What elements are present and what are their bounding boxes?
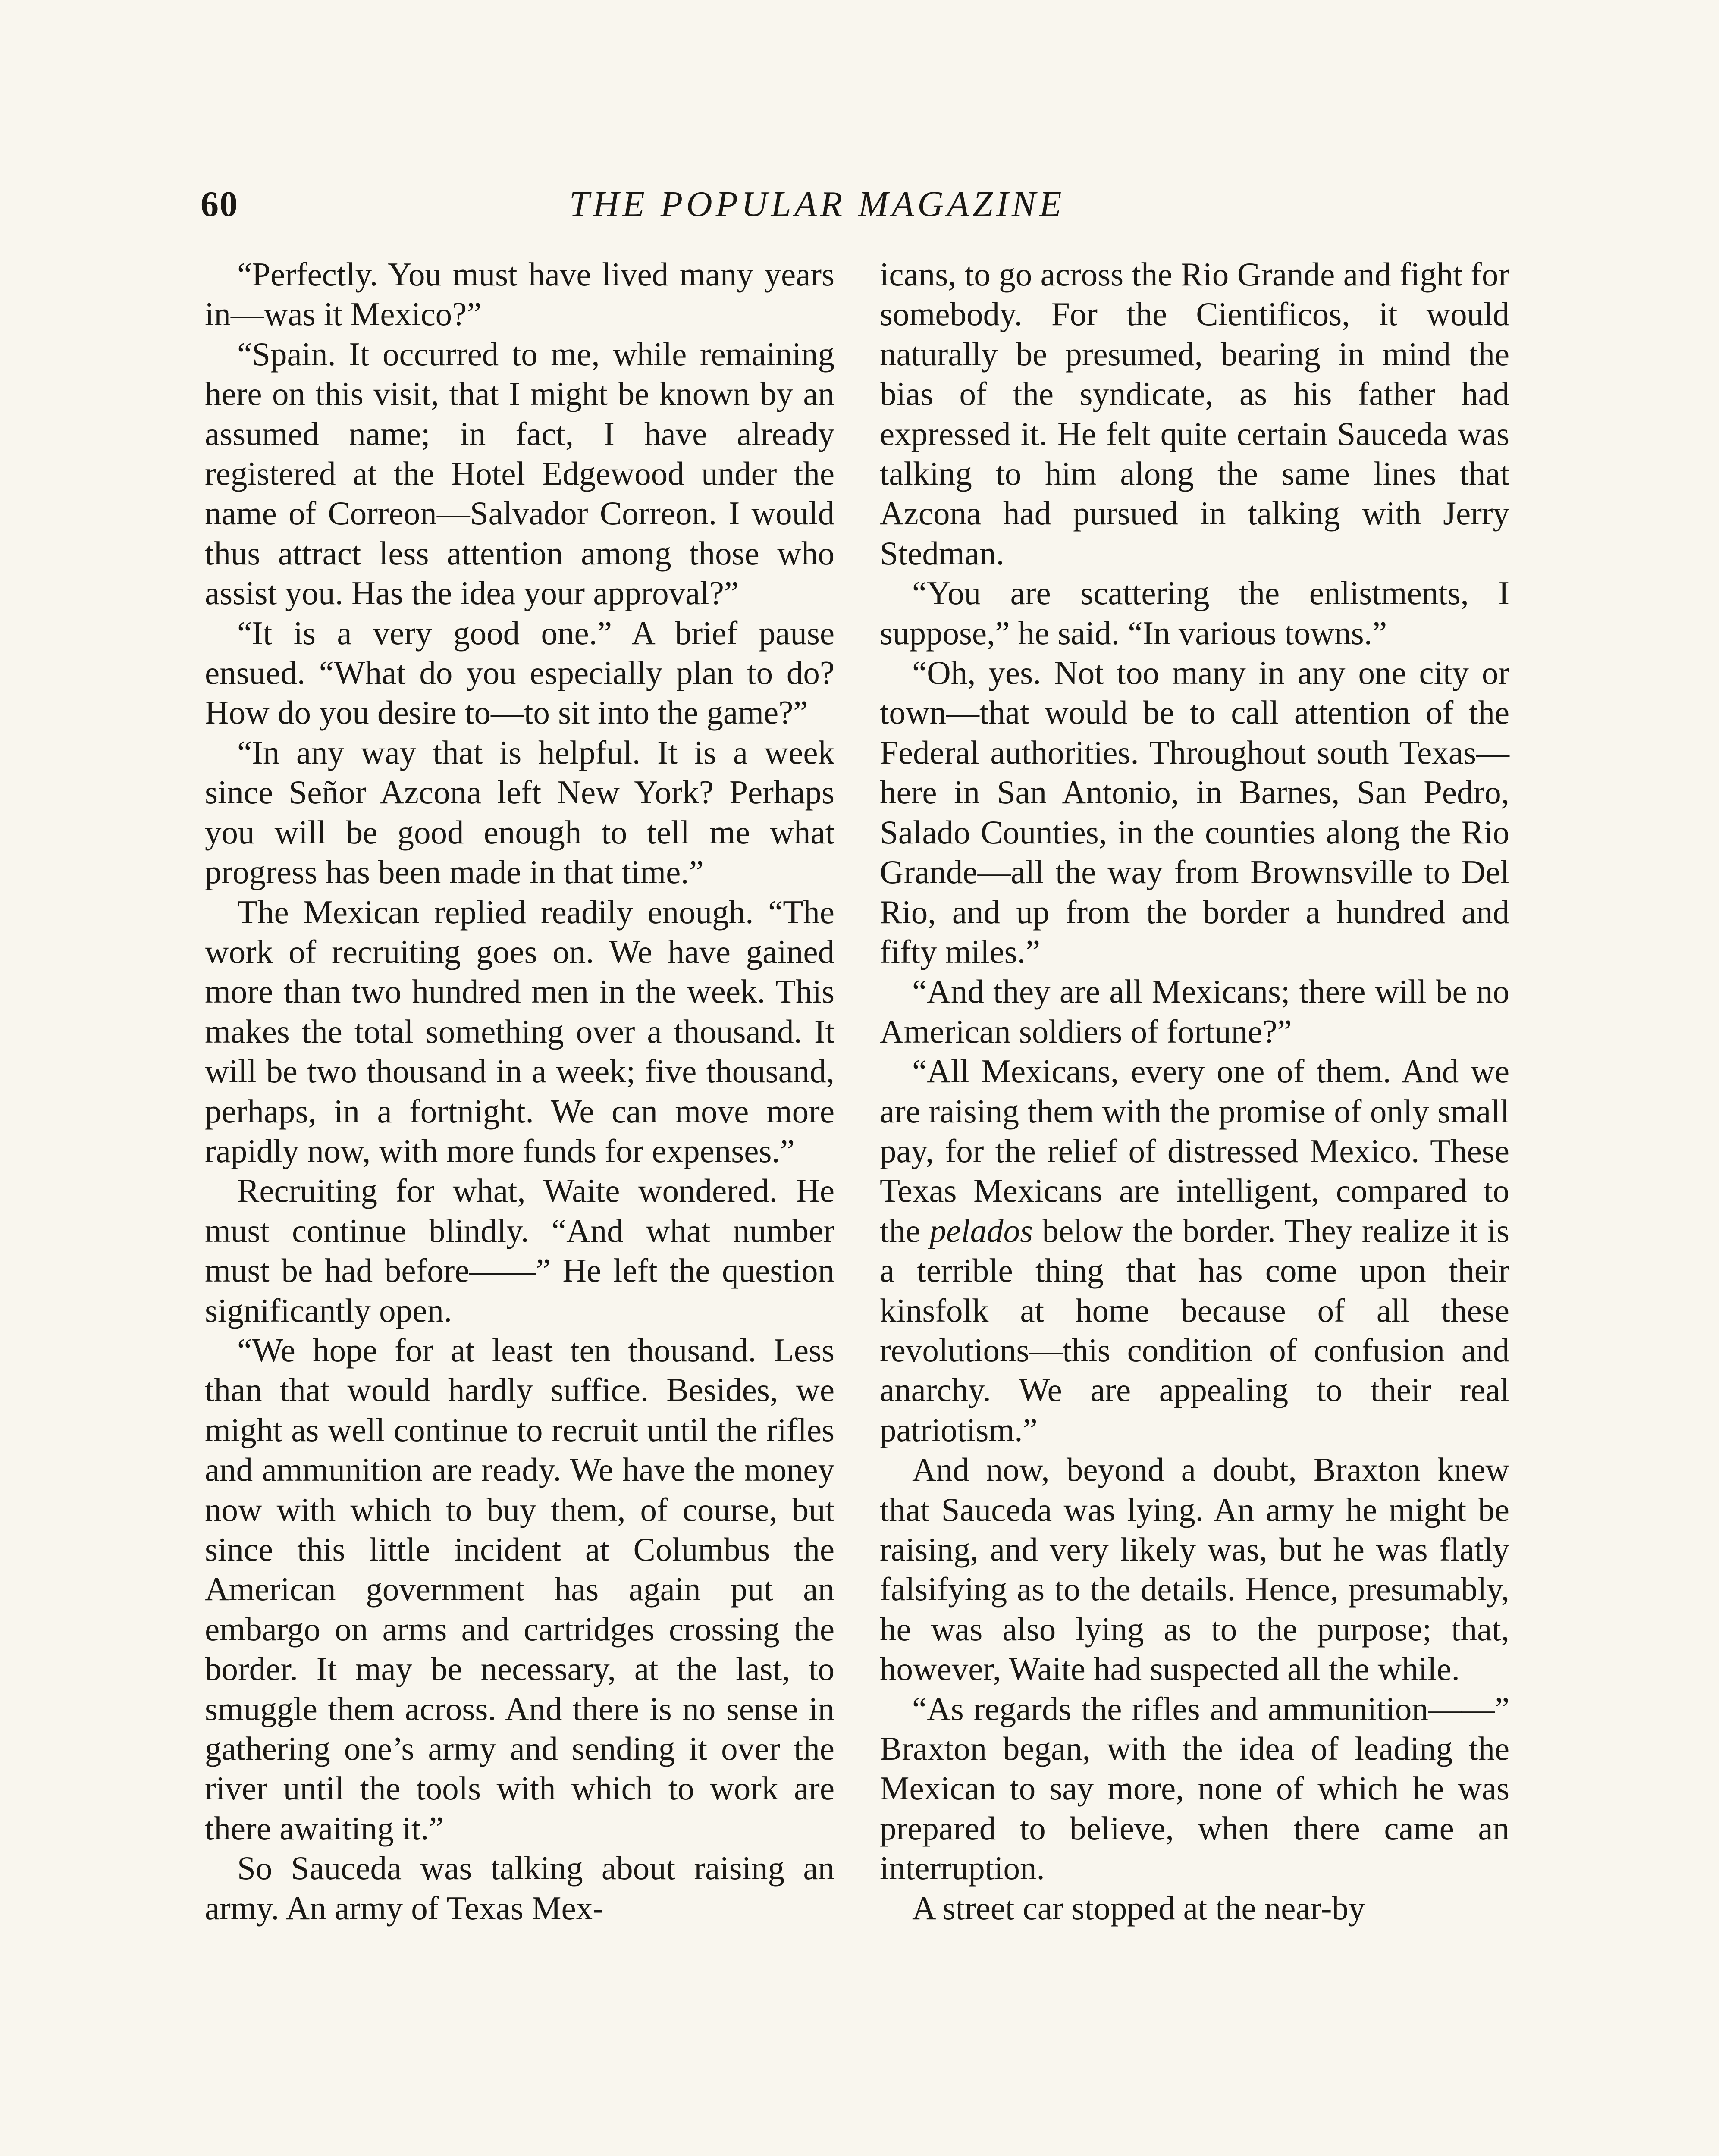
paragraph: “You are scattering the enlistments, I suppose,” he said. “In various towns.” bbox=[880, 574, 1509, 652]
paragraph: “We hope for at least ten thousand. Less than that would hardly suffice. Besides, we might as well continue to recruit until the rifles and ammunition are ready. We have the money now with which to buy them, of course, but since this little incident at Columbus the American government has again put an embargo on arms and cartridges crossing the border. It may be necessary, at the last, to smuggle them across. And there is no sense in gathering one’s army and sending it over the river until the tools with which to work are there awaiting it.” bbox=[205, 1331, 834, 1847]
paragraph: Recruiting for what, Waite wondered. He must continue blindly. “And what number must be had before——” He left the question significantly open. bbox=[205, 1172, 834, 1329]
paragraph: “It is a very good one.” A brief pause ensued. “What do you especially plan to do? How do you desire to—to sit into the game?” bbox=[205, 614, 834, 731]
paragraph: So Sauceda was talking about raising an army. An army of Texas Mex- bbox=[205, 1849, 834, 1927]
italic-word: pelados bbox=[929, 1212, 1033, 1249]
paragraph: “In any way that is helpful. It is a week since Señor Azcona left New York? Perhaps you will be good enough to tell me what progress has been made in that time.” bbox=[205, 733, 834, 891]
paragraph: “And they are all Mexicans; there will be no American soldiers of fortune?” bbox=[880, 973, 1509, 1050]
paragraph: “Oh, yes. Not too many in any one city or town—that would be to call attention of the Federal authorities. Throughout south Texas—here in San Antonio, in Barnes, San Pedro, Salado Counties, in the counties along the Rio Grande—all the way from Brownsville to Del Rio, and up from the border a hundred and fifty miles.” bbox=[880, 654, 1509, 970]
left-column bbox=[205, 254, 834, 1928]
paragraph-text: “All Mexicans, every one of them. And we are raising them with the promise of only small pay, for the relief of distressed Mexico. These Texas Mexicans are intelligent, compared to the bbox=[880, 1053, 1509, 1249]
page-number: 60 bbox=[201, 184, 238, 224]
right-column bbox=[880, 254, 1509, 1928]
paragraph: The Mexican replied readily enough. “The work of recruiting goes on. We have gained more than two hundred men in the week. This makes the total something over a thousand. It will be two thousand in a week; five thousand, perhaps, in a fortnight. We can move more rapidly now, with more funds for expenses.” bbox=[205, 893, 834, 1169]
paragraph: And now, beyond a doubt, Braxton knew that Sauceda was lying. An army he might be raising, and very likely was, but he was flatly falsifying as to the details. Hence, presumably, he was also lying as to the purpose; that, however, Waite had suspected all the while. bbox=[880, 1451, 1509, 1688]
paragraph-pelados bbox=[880, 1051, 1509, 1450]
paragraph-continuation: icans, to go across the Rio Grande and fight for somebody. For the Cientificos, it would naturally be presumed, bearing in mind the bias of the syndicate, as his father had expressed it. He felt quite certain Sauceda was talking to him along the same lines that Azcona had pursued in talking with Jerry Stedman. bbox=[880, 256, 1509, 572]
paragraph: A street car stopped at the near-by bbox=[912, 1889, 1365, 1927]
paragraph: “Perfectly. You must have lived many years in—was it Mexico?” bbox=[205, 256, 834, 333]
paragraph: “Spain. It occurred to me, while remaining here on this visit, that I might be known by an assumed name; in fact, I have already registered at the Hotel Edgewood under the name of Correon—Salvador Correon. I would thus attract less attention among those who assist you. Has the idea your approval?” bbox=[205, 335, 834, 612]
paragraph-text: below the border. They realize it is a terrible thing that has come upon their kinsfolk at home because of all these revolutions—this condition of confusion and anarchy. We are appealing to their real patriotism.” bbox=[880, 1212, 1509, 1448]
paragraph: “As regards the rifles and ammunition——” Braxton began, with the idea of leading the Mexican to say more, none of which he was prepared to believe, when there came an interruption. bbox=[880, 1690, 1509, 1887]
running-head: THE POPULAR MAGAZINE bbox=[569, 184, 1065, 224]
